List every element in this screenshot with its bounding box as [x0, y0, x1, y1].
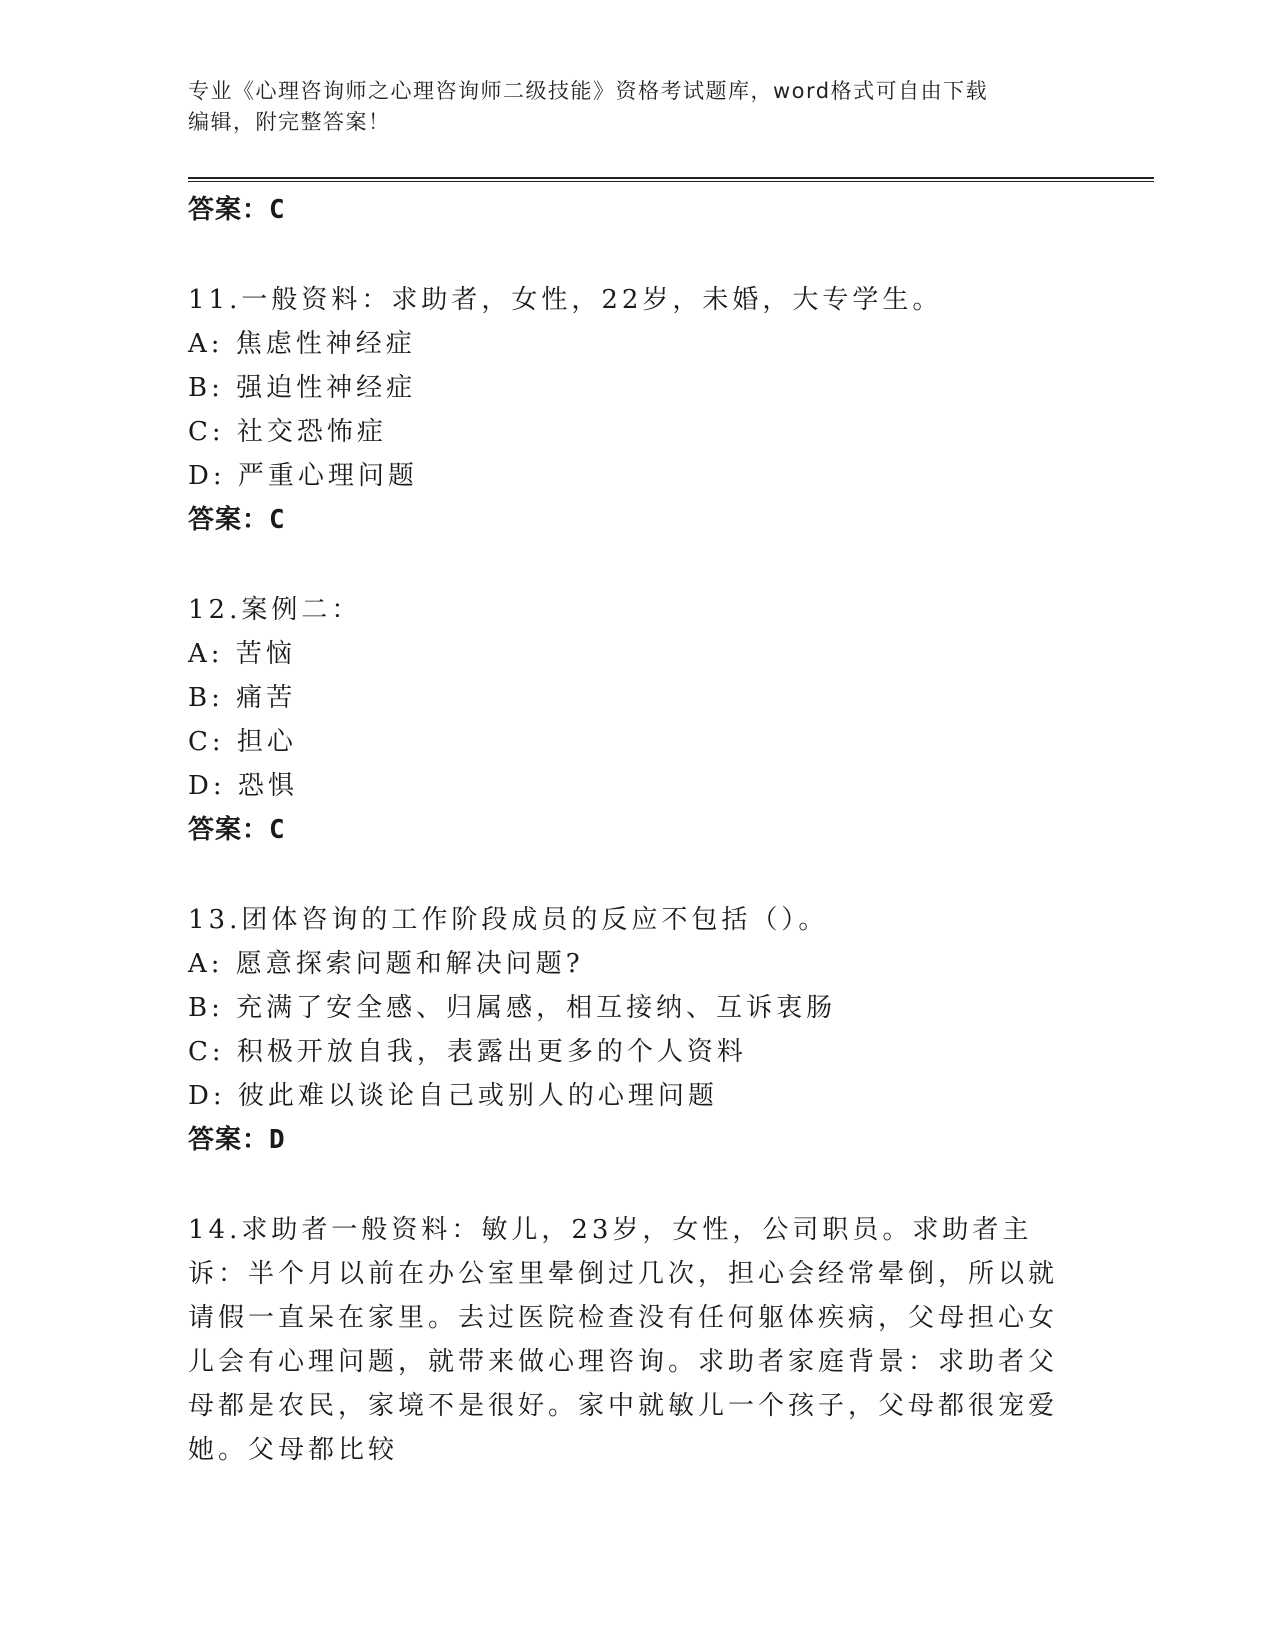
- question-list: [188, 188, 1088, 1472]
- answer-line: [188, 808, 1088, 852]
- answer-value: D: [269, 1125, 286, 1155]
- answer-value: C: [269, 815, 286, 845]
- option-b: B: 充满了安全感、归属感，相互接纳、互诉衷肠: [188, 993, 837, 1023]
- option-a: A: 苦恼: [188, 639, 296, 669]
- question-stem: 14.求助者一般资料：敏儿，23岁，女性，公司职员。求助者主诉：半个月以前在办公室里晕倒过几次，担心会经常晕倒，所以就请假一直呆在家里。去过医院检查没有任何躯体疾病，父母担心女儿会有心理问题，就带来做心理咨询。求助者家庭背景：求助者父母都是农民，家境不是很好。家中就敏儿一个孩子，父母都很宠爱她。父母都比较: [188, 1215, 1059, 1465]
- answer-label: 答案：: [188, 1125, 270, 1155]
- answer-line: [188, 188, 1088, 232]
- document-header: [188, 76, 1088, 138]
- option-a: A: 愿意探索问题和解决问题?: [188, 949, 584, 979]
- question-item: [188, 588, 1088, 852]
- question-stem: 13.团体咨询的工作阶段成员的反应不包括（）。: [188, 905, 829, 935]
- question-item: [188, 278, 1088, 542]
- header-divider: [188, 177, 1154, 182]
- answer-label: 答案：: [188, 505, 270, 535]
- option-d: D: 严重心理问题: [188, 461, 418, 491]
- question-stem: 12.案例二：: [188, 595, 362, 625]
- option-d: D: 彼此难以谈论自己或别人的心理问题: [188, 1081, 718, 1111]
- option-b: B: 痛苦: [188, 683, 297, 713]
- answer-value: C: [269, 195, 286, 225]
- question-item: [188, 1208, 1088, 1472]
- answer-value: C: [269, 505, 286, 535]
- header-line-1: 专业《心理咨询师之心理咨询师二级技能》资格考试题库，word格式可自由下载: [188, 79, 989, 103]
- option-b: B: 强迫性神经症: [188, 373, 417, 403]
- option-d: D: 恐惧: [188, 771, 298, 801]
- option-a: A: 焦虑性神经症: [188, 329, 416, 359]
- question-stem: 11.一般资料：求助者，女性，22岁，未婚，大专学生。: [188, 285, 943, 315]
- answer-label: 答案：: [188, 195, 270, 225]
- answer-line: [188, 1118, 1088, 1162]
- option-c: C: 社交恐怖症: [188, 417, 387, 447]
- header-line-2: 编辑，附完整答案！: [188, 110, 391, 134]
- answer-line: [188, 498, 1088, 542]
- answer-label: 答案：: [188, 815, 270, 845]
- question-item: [188, 898, 1088, 1162]
- option-c: C: 担心: [188, 727, 297, 757]
- option-c: C: 积极开放自我，表露出更多的个人资料: [188, 1037, 747, 1067]
